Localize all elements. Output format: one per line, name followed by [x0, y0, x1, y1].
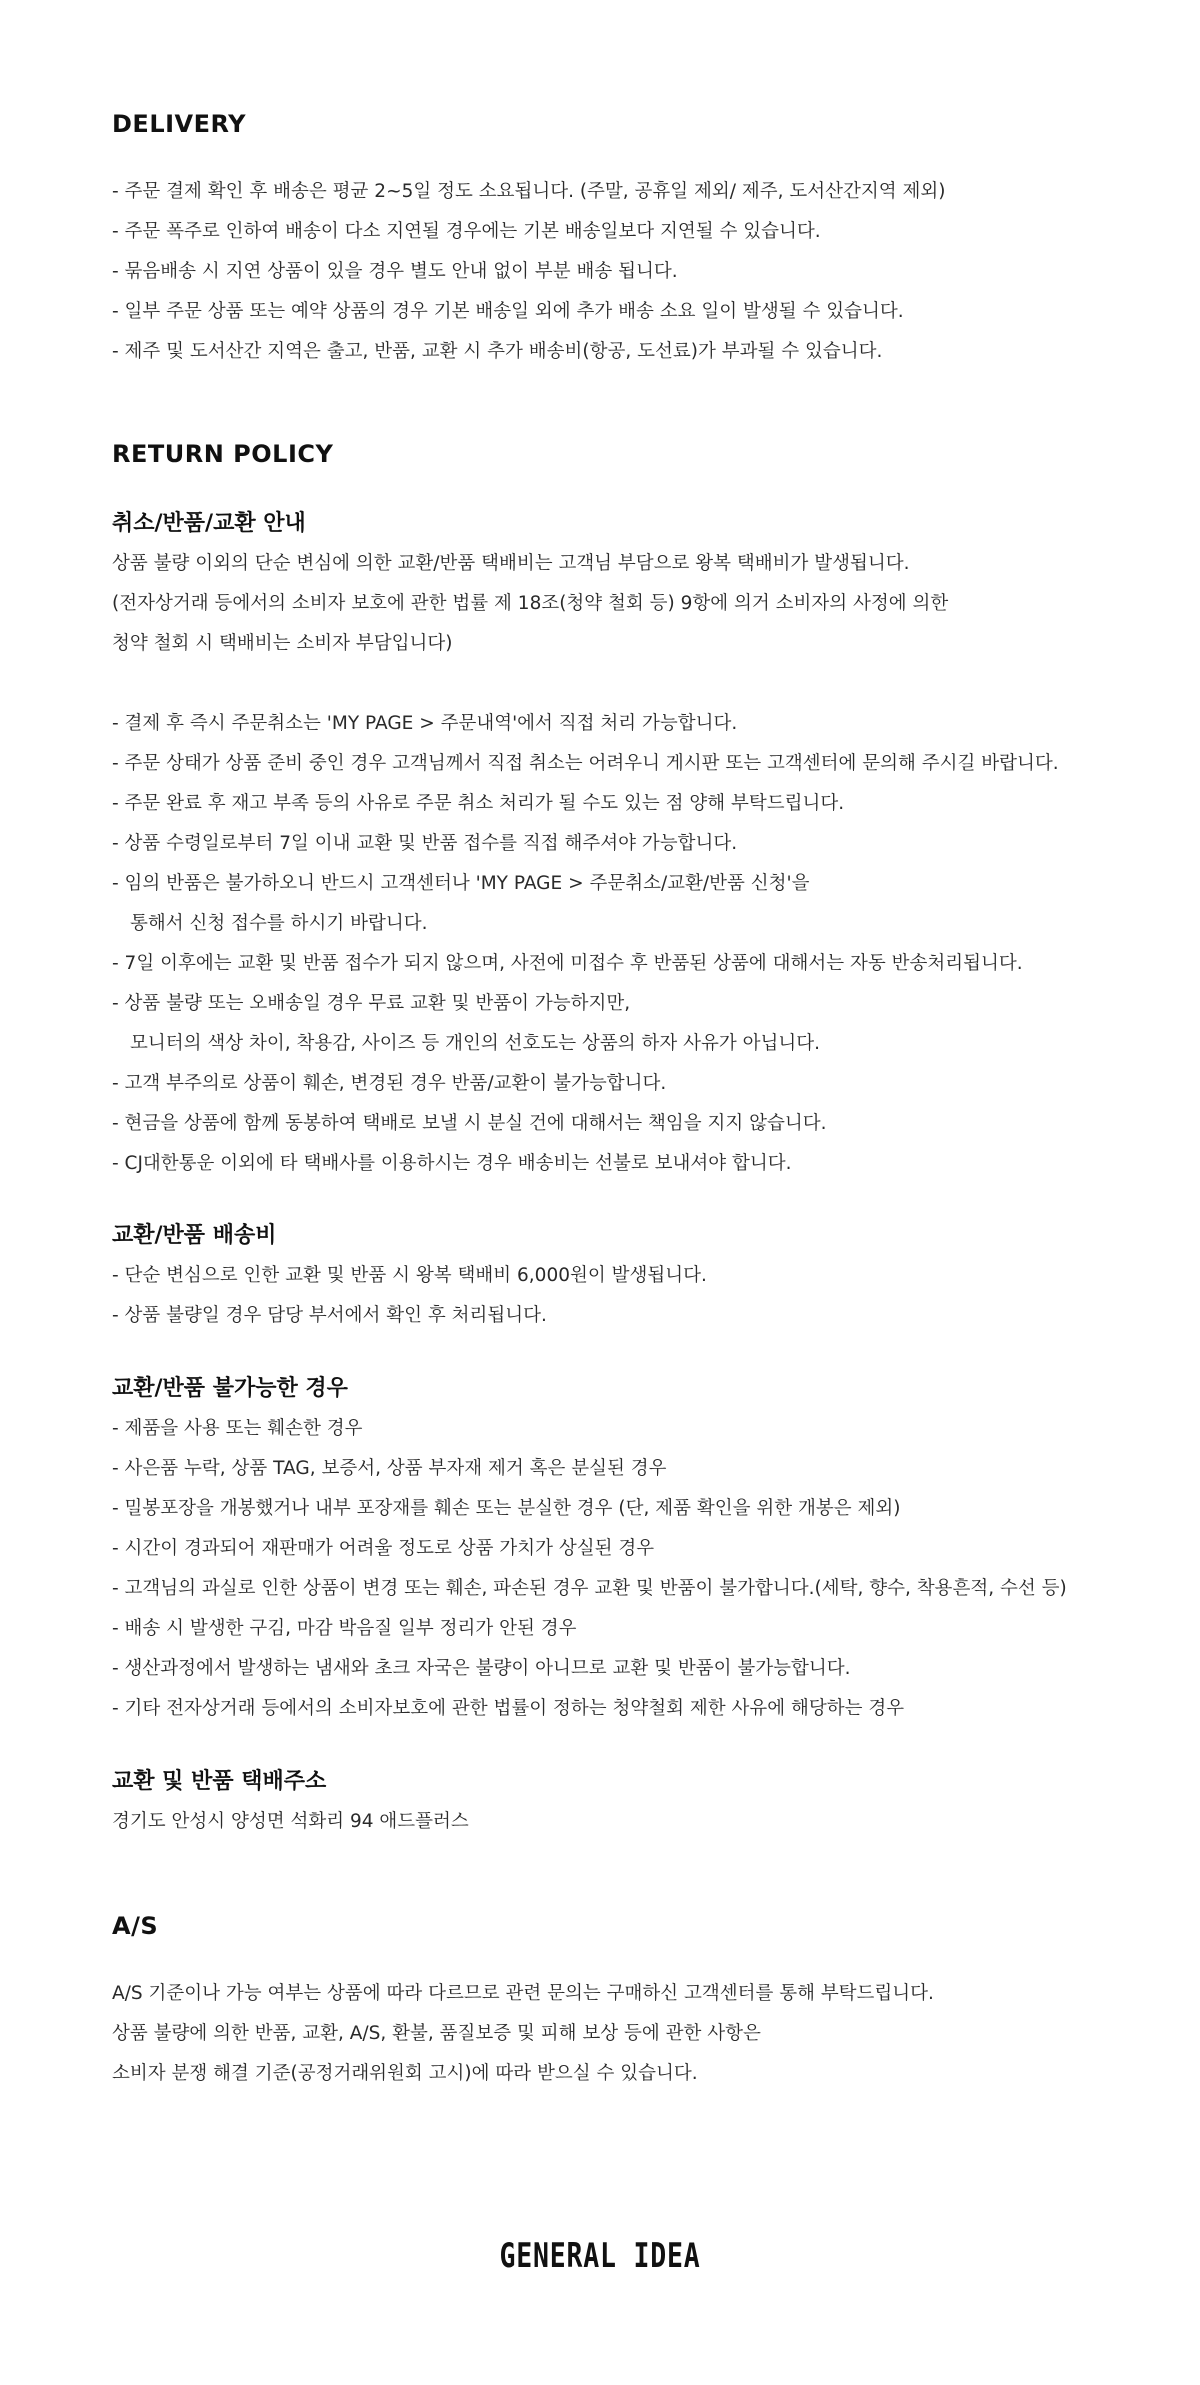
- list-item: - 고객님의 과실로 인한 상품이 변경 또는 훼손, 파손된 경우 교환 및 반품이 불가합니다.(세탁, 향수, 착용흔적, 수선 등): [112, 1578, 1067, 1599]
- list-item: - 주문 완료 후 재고 부족 등의 사유로 주문 취소 처리가 될 수도 있는 점 양해 부탁드립니다.: [112, 793, 845, 814]
- cancel-return-exchange-guide: [112, 504, 948, 664]
- list-item: - 배송 시 발생한 구김, 마감 박음질 일부 정리가 안된 경우: [112, 1618, 577, 1639]
- list-item: - 기타 전자상거래 등에서의 소비자보호에 관한 법률이 정하는 청약철회 제한 사유에 해당하는 경우: [112, 1698, 905, 1719]
- list-item: - 사은품 누락, 상품 TAG, 보증서, 상품 부자재 제거 혹은 분실된 경우: [112, 1458, 667, 1479]
- list-item: - 고객 부주의로 상품이 훼손, 변경된 경우 반품/교환이 불가능합니다.: [112, 1073, 667, 1094]
- list-item: - CJ대한통운 이외에 타 택배사를 이용하시는 경우 배송비는 선불로 보내셔야 합니다.: [112, 1153, 792, 1174]
- list-item: - 생산과정에서 발생하는 냄새와 초크 자국은 불량이 아니므로 교환 및 반품이 불가능합니다.: [112, 1658, 851, 1679]
- delivery-title: DELIVERY: [112, 110, 247, 138]
- address-subtitle: 교환 및 반품 택배주소: [112, 1769, 327, 1794]
- list-item: - 제주 및 도서산간 지역은 출고, 반품, 교환 시 추가 배송비(항공, 도선료)가 부과될 수 있습니다.: [112, 341, 883, 362]
- list-item-continuation: 통해서 신청 접수를 하시기 바랍니다.: [130, 913, 428, 934]
- list-item: - 현금을 상품에 함께 동봉하여 택배로 보낼 시 분실 건에 대해서는 책임을 지지 않습니다.: [112, 1113, 827, 1134]
- as-line: 상품 불량에 의한 반품, 교환, A/S, 환불, 품질보증 및 피해 보상 등에 관한 사항은: [112, 2023, 761, 2044]
- cancel-line: (전자상거래 등에서의 소비자 보호에 관한 법률 제 18조(청약 철회 등) 9항에 의거 소비자의 사정에 의한: [112, 593, 949, 614]
- list-item: - 주문 폭주로 인하여 배송이 다소 지연될 경우에는 기본 배송일보다 지연될 수 있습니다.: [112, 221, 821, 242]
- return-address-section: [112, 1762, 469, 1842]
- list-item: - 밀봉포장을 개봉했거나 내부 포장재를 훼손 또는 분실한 경우 (단, 제품 확인을 위한 개봉은 제외): [112, 1498, 901, 1519]
- list-item: - 단순 변심으로 인한 교환 및 반품 시 왕복 택배비 6,000원이 발생됩니다.: [112, 1265, 707, 1286]
- list-item: - 임의 반품은 불가하오니 반드시 고객센터나 'MY PAGE > 주문취소/교환/반품 신청'을: [112, 873, 810, 894]
- list-item: - 일부 주문 상품 또는 예약 상품의 경우 기본 배송일 외에 추가 배송 소요 일이 발생될 수 있습니다.: [112, 301, 904, 322]
- as-line: 소비자 분쟁 해결 기준(공정거래위원회 고시)에 따라 받으실 수 있습니다.: [112, 2063, 698, 2084]
- cancel-subtitle: 취소/반품/교환 안내: [112, 511, 306, 536]
- list-item: - 제품을 사용 또는 훼손한 경우: [112, 1418, 363, 1439]
- impossible-subtitle: 교환/반품 불가능한 경우: [112, 1376, 348, 1401]
- as-section: [112, 1974, 934, 2094]
- footer-logo[interactable]: GENERAL IDEA: [499, 2236, 701, 2276]
- as-title: A/S: [112, 1912, 159, 1940]
- return-impossible-section: [112, 1369, 1067, 1729]
- list-item: - 상품 불량 또는 오배송일 경우 무료 교환 및 반품이 가능하지만,: [112, 993, 631, 1014]
- list-item: - 묶음배송 시 지연 상품이 있을 경우 별도 안내 없이 부분 배송 됩니다.: [112, 261, 678, 282]
- return-fee-section: [112, 1216, 707, 1336]
- list-item: - 상품 수령일로부터 7일 이내 교환 및 반품 접수를 직접 해주셔야 가능합니다.: [112, 833, 738, 854]
- list-item-continuation: 모니터의 색상 차이, 착용감, 사이즈 등 개인의 선호도는 상품의 하자 사유가 아닙니다.: [130, 1033, 820, 1054]
- list-item: - 주문 결제 확인 후 배송은 평균 2~5일 정도 소요됩니다. (주말, 공휴일 제외/ 제주, 도서산간지역 제외): [112, 181, 946, 202]
- return-policy-list: [112, 704, 1059, 1184]
- list-item: - 시간이 경과되어 재판매가 어려울 정도로 상품 가치가 상실된 경우: [112, 1538, 655, 1559]
- cancel-line: 청약 철회 시 택배비는 소비자 부담입니다): [112, 633, 453, 654]
- cancel-line: 상품 불량 이외의 단순 변심에 의한 교환/반품 택배비는 고객님 부담으로 왕복 택배비가 발생됩니다.: [112, 553, 910, 574]
- list-item: - 주문 상태가 상품 준비 중인 경우 고객님께서 직접 취소는 어려우니 게시판 또는 고객센터에 문의해 주시길 바랍니다.: [112, 753, 1059, 774]
- list-item: - 결제 후 즉시 주문취소는 'MY PAGE > 주문내역'에서 직접 처리 가능합니다.: [112, 713, 738, 734]
- return-address: 경기도 안성시 양성면 석화리 94 애드플러스: [112, 1811, 469, 1832]
- list-item: - 상품 불량일 경우 담당 부서에서 확인 후 처리됩니다.: [112, 1305, 547, 1326]
- fee-subtitle: 교환/반품 배송비: [112, 1223, 277, 1248]
- delivery-list: [112, 172, 945, 372]
- list-item: - 7일 이후에는 교환 및 반품 접수가 되지 않으며, 사전에 미접수 후 반품된 상품에 대해서는 자동 반송처리됩니다.: [112, 953, 1023, 974]
- as-line: A/S 기준이나 가능 여부는 상품에 따라 다르므로 관련 문의는 구매하신 고객센터를 통해 부탁드립니다.: [112, 1983, 934, 2004]
- return-policy-title: RETURN POLICY: [112, 440, 334, 468]
